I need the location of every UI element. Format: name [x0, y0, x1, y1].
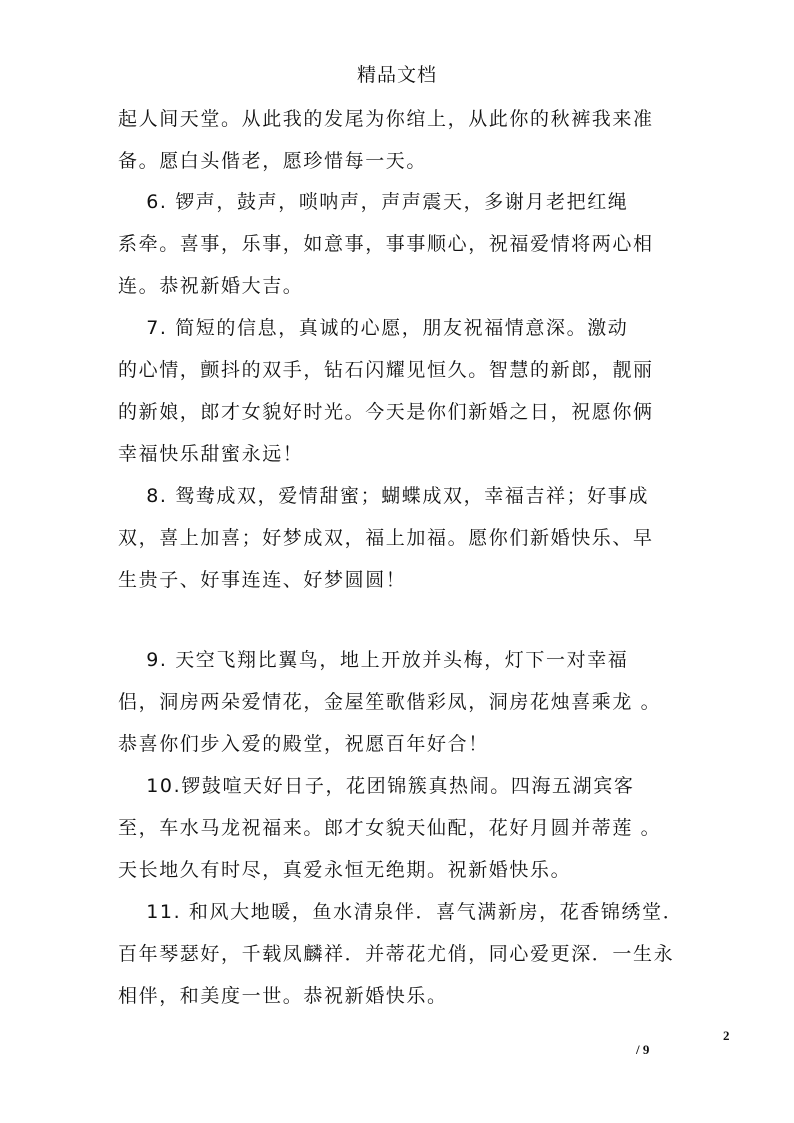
- text-line: 生贵子、好事连连、好梦圆圆！: [118, 569, 407, 591]
- paragraph-item-6: [118, 181, 683, 307]
- text-line: 9. 天空飞翔比翼鸟，地上开放并头梅，灯下一对幸福: [118, 649, 629, 671]
- text-line: 连。恭祝新婚大吉。: [118, 275, 304, 297]
- paragraph-item-7: [118, 307, 683, 475]
- paragraph-continuation: [118, 98, 683, 182]
- text-line: 双，喜上加喜；好梦成双，福上加福。愿你们新婚快乐、早: [118, 527, 654, 549]
- text-line: 幸福快乐甜蜜永远！: [118, 443, 304, 465]
- text-line: 8. 鸳鸯成双，爱情甜蜜；蝴蝶成双，幸福吉祥；好事成: [118, 485, 650, 507]
- text-line: 天长地久有时尽，真爱永恒无绝期。祝新婚快乐。: [118, 859, 572, 881]
- paragraph-item-9: [118, 639, 683, 765]
- text-line: 起人间天堂。从此我的发尾为你绾上，从此你的秋裤我来准: [118, 108, 654, 130]
- text-line: 恭喜你们步入爱的殿堂，祝愿百年好合！: [118, 733, 489, 755]
- paragraph-item-11: [118, 891, 683, 1017]
- text-line: 系牵。喜事，乐事，如意事，事事顺心，祝福爱情将两心相: [118, 233, 654, 255]
- text-line: 6. 锣声，鼓声，唢呐声，声声震天，多谢月老把红绳: [118, 191, 629, 213]
- text-line: 相伴，和美度一世。恭祝新婚快乐。: [118, 985, 448, 1007]
- text-line: 备。愿白头偕老，愿珍惜每一天。: [118, 150, 428, 172]
- paragraph-item-10: [118, 765, 683, 891]
- text-line: 11. 和风大地暖，鱼水清泉伴．喜气满新房，花香锦绣堂．: [118, 901, 684, 923]
- text-line: 至，车水马龙祝福来。郎才女貌天仙配，花好月圆并蒂莲 。: [118, 817, 662, 839]
- text-line: 的心情，颤抖的双手，钻石闪耀见恒久。智慧的新郎，靓丽: [118, 359, 654, 381]
- page-number: 2: [723, 1028, 730, 1043]
- page-total: / 9: [636, 1042, 650, 1057]
- text-line: 百年琴瑟好，千载凤麟祥．并蒂花尤俏，同心爱更深．一生永: [118, 943, 675, 965]
- text-line: 侣，洞房两朵爱情花，金屋笙歌偕彩凤，洞房花烛喜乘龙 。: [118, 691, 662, 713]
- text-line: 7. 简短的信息，真诚的心愿，朋友祝福情意深。激动: [118, 317, 629, 339]
- page-header-title: 精品文档: [356, 64, 437, 86]
- text-line: 的新娘，郎才女貌好时光。今天是你们新婚之日，祝愿你俩: [118, 401, 654, 423]
- text-line: 10.锣鼓喧天好日子，花团锦簇真热闹。四海五湖宾客: [118, 775, 635, 797]
- paragraph-item-8: [118, 475, 683, 601]
